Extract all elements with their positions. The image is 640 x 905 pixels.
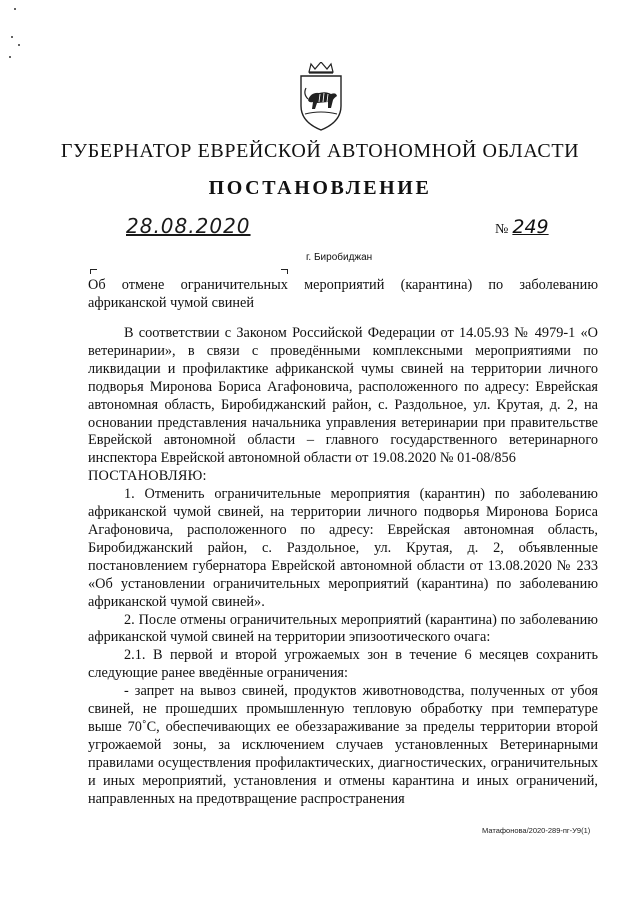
item-1-paragraph: 1. Отменить ограничительные мероприятия (карантин) по заболеванию африканской чумой свиней, на территории личного подворья Миронова Бориса Агафоновича, расположенного по адресу: Еврейская автономная область, Биробиджанский район, с. Раздольное, ул. Крутая, д. 2, объявленные постановлением губернатора Еврейской автономной области от 13.08.2020 № 233 «Об установлении ограничительных мероприятий (карантина) по заболеванию африканской чумой свиней». — [88, 486, 598, 610]
document-city: г. Биробиджан — [306, 252, 373, 263]
number-prefix: № — [495, 222, 509, 237]
item-2-1-bullet-paragraph: - запрет на вывоз свиней, продуктов животноводства, полученных от убоя свиней, не прошедших промышленную тепловую обработку при температуре выше 70˚С, обеспечивающих ее обеззараживание за пределы территории второй угрожаемой зоны, за исключением случаев установленных Ветеринарными правилами осуществления профилактических, диагностических, ограничительных и иных мероприятий, установления и отмены карантина и иных ограничений, направленных на предотвращение распространения — [88, 683, 598, 807]
document-number — [495, 216, 575, 238]
subject-corner-left — [90, 269, 97, 274]
number-value: 249 — [512, 216, 549, 238]
governor-title: ГУБЕРНАТОР ЕВРЕЙСКОЙ АВТОНОМНОЙ ОБЛАСТИ — [60, 140, 580, 162]
decree-heading: ПОСТАНОВЛЯЮ: — [88, 468, 207, 485]
preamble-paragraph: В соответствии с Законом Российской Федерации от 14.05.93 № 4979-1 «О ветеринарии», в связи с проведёнными комплексными мероприятиями по ликвидации и профилактике африканской чумы свиней на территории личного подворья Миронова Бориса Агафоновича, расположенного по адресу: Еврейская автономная область, Биробиджанский район, с. Раздольное, ул. Крутая, д. 2, на основании представления начальника управления ветеринарии при правительстве Еврейской автономной области – главного государственного ветеринарного инспектора Еврейской автономной области от 19.08.2020 № 01-08/856 — [88, 325, 598, 467]
document-body — [88, 325, 598, 808]
subject-corner-right — [281, 269, 288, 274]
coat-of-arms-icon — [293, 62, 349, 132]
footer-code: Матафонова/2020-289-пг-У9(1) — [482, 826, 591, 835]
document-date: 28.08.2020 — [126, 214, 251, 238]
document-subject: Об отмене ограничительных мероприятий (карантина) по заболеванию африканской чумой свиней — [88, 277, 598, 311]
item-2-paragraph: 2. После отмены ограничительных мероприятий (карантина) по заболеванию африканской чумой свиней на территории эпизоотического очага: — [88, 611, 598, 646]
item-2-1-paragraph: 2.1. В первой и второй угрожаемых зон в течение 6 месяцев сохранить следующие ранее введённые ограничения: — [88, 647, 598, 682]
scan-margin-marks — [6, 4, 26, 64]
document-type: ПОСТАНОВЛЕНИЕ — [208, 177, 432, 199]
